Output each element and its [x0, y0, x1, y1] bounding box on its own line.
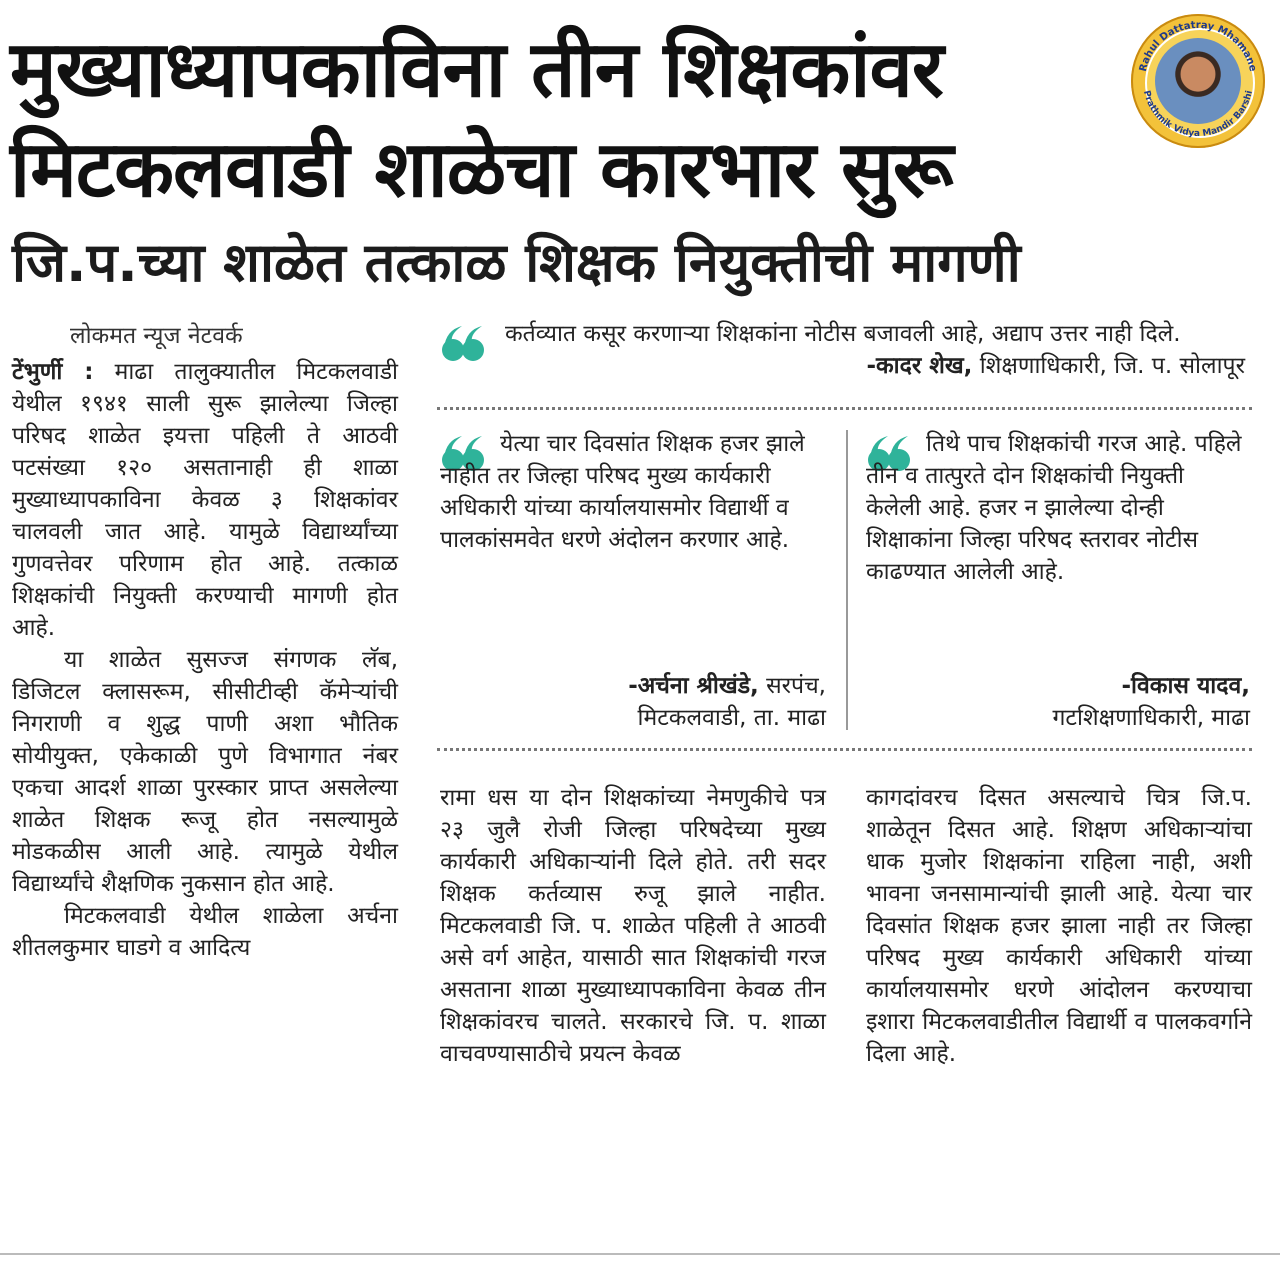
quote-top-name: -कादर शेख,: [866, 353, 973, 379]
author-badge: [1131, 14, 1265, 148]
column-3-text: कागदांवरच दिसत असल्याचे चित्र जि.प. शाळेतून दिसत आहे. शिक्षण अधिकाऱ्यांचा धाक मुजोर शिक्षकांना राहिला नाही, अशी भावना जनसामान्यांची झाली आहे. येत्या चार दिवसांत शिक्षक हजर झाला नाही तर जिल्हा परिषद मुख्य कार्यकारी अधिकारी यांच्या कार्यालयासमोर धरणे आंदोलन करण्याचा इशारा मिटकलवाडीतील विद्यार्थी व पालकवर्गाने दिला आहे.: [866, 785, 1252, 1067]
dateline: टेंभुर्णी :: [12, 359, 94, 385]
column-1-paragraph-2: या शाळेत सुसज्ज संगणक लॅब, डिजिटल क्लासरूम, सीसीटीव्ही कॅमेऱ्यांची निगराणी व शुद्ध पाणी अशा भौतिक सोयीयुक्त, एकेकाळी पुणे विभागात नंबर एकचा आदर्श शाळा पुरस्कार प्राप्त असलेल्या शाळेत शिक्षक रूजू होत नसल्यामुळे मोडकळीस आली आहे. त्यामुळे येथील विद्यार्थ्यांचे शैक्षणिक नुकसान होत आहे.: [12, 647, 398, 897]
quote-right-attribution: [866, 670, 1250, 734]
quote-open-icon: [440, 322, 486, 368]
svg-text:Prathmik Vidya Mandir Barshi: [1141, 90, 1255, 140]
quote-left-name-line: [440, 670, 826, 702]
column-2: [440, 782, 826, 1070]
headline-line-2: मिटकलवाडी शाळेचा कारभार सुरू: [10, 125, 953, 215]
quote-right-container: [866, 428, 1246, 588]
quote-left-text: येत्या चार दिवसांत शिक्षक हजर झाले नाहीत तर जिल्हा परिषद मुख्य कार्यकारी अधिकारी यांच्या कार्यालयासमोर विद्यार्थी व पालकांसमवेत धरणे अंदोलन करणार आहे.: [440, 431, 805, 553]
bottom-border: [0, 1253, 1280, 1255]
divider-middle: [437, 748, 1252, 751]
headline-line-1: मुख्याध्यापकाविना तीन शिक्षकांवर: [10, 25, 943, 115]
quote-left-place: मिटकलवाडी, ता. माढा: [637, 705, 826, 731]
svg-text:Rahul Dattatray Mhamane: [1138, 20, 1258, 73]
badge-bottom-text: Prathmik Vidya Mandir Barshi: [1140, 89, 1255, 140]
quote-left-role: सरपंच,: [766, 673, 826, 699]
badge-lettering: [1131, 14, 1265, 148]
quote-top-attribution: [700, 350, 1245, 382]
badge-top-text: Rahul Dattatray Mhamane: [1137, 19, 1259, 73]
column-1-paragraph-1: [12, 356, 398, 644]
divider-top: [437, 407, 1252, 410]
quote-top-text: कर्तव्यात कसूर करणाऱ्या शिक्षकांना नोटीस बजावली आहे, अद्याप उत्तर नाही दिले.: [505, 321, 1181, 347]
byline: लोकमत न्यूज नेटवर्क: [70, 323, 243, 349]
quote-right-role: गटशिक्षणाधिकारी, माढा: [1052, 705, 1250, 731]
column-1-paragraph-1-text: माढा तालुक्यातील मिटकलवाडी येथील १९४१ साली सुरू झालेल्या जिल्हा परिषद शाळेत इयत्ता पहिली ते आठवी पटसंख्या १२० असतानाही ही शाळा मुख्याध्यापकाविना केवळ ३ शिक्षकांवर चालवली जात आहे. यामुळे विद्यार्थ्यांच्या गुणवत्तेवर परिणाम होत आहे. तत्काळ शिक्षकांची नियुक्ती करण्याची मागणी होत आहे.: [12, 359, 399, 641]
subheadline: जि.प.च्या शाळेत तत्काळ शिक्षक नियुक्तीची मागणी: [12, 231, 1021, 294]
column-3: [866, 782, 1252, 1070]
quote-left-container: [440, 428, 826, 556]
quote-left-attribution: [440, 670, 826, 734]
quote-top-role: शिक्षणाधिकारी, जि. प. सोलापूर: [979, 353, 1245, 379]
column-1-paragraph-3: मिटकलवाडी येथील शाळेला अर्चना शीतलकुमार घाडगे व आदित्य: [12, 903, 398, 961]
quote-right-name: -विकास यादव,: [1121, 673, 1250, 699]
column-1: [12, 356, 398, 1246]
divider-vertical: [846, 430, 848, 730]
column-2-text: रामा धस या दोन शिक्षकांच्या नेमणुकीचे पत्र २३ जुलै रोजी जिल्हा परिषदेच्या मुख्य कार्यकारी अधिकाऱ्यांनी दिले होते. तरी सदर शिक्षक कर्तव्यास रुजू झाले नाहीत. मिटकलवाडी जि. प. शाळेत पहिली ते आठवी असे वर्ग आहेत, यासाठी सात शिक्षकांची गरज असताना शाळा मुख्याध्यापकाविना केवळ तीन शिक्षकांवरच चालते. सरकारचे जि. प. शाळा वाचवण्यासाठीचे प्रयत्न केवळ: [440, 785, 826, 1067]
quote-left-name: -अर्चना श्रीखंडे,: [628, 673, 759, 699]
quote-right-text: तिथे पाच शिक्षकांची गरज आहे. पहिले तीन व तात्पुरते दोन शिक्षकांची नियुक्ती केलेली आहे. हजर न झालेल्या दोन्ही शिक्षाकांना जिल्हा परिषद स्तरावर नोटीस काढण्यात आलेली आहे.: [866, 431, 1242, 585]
